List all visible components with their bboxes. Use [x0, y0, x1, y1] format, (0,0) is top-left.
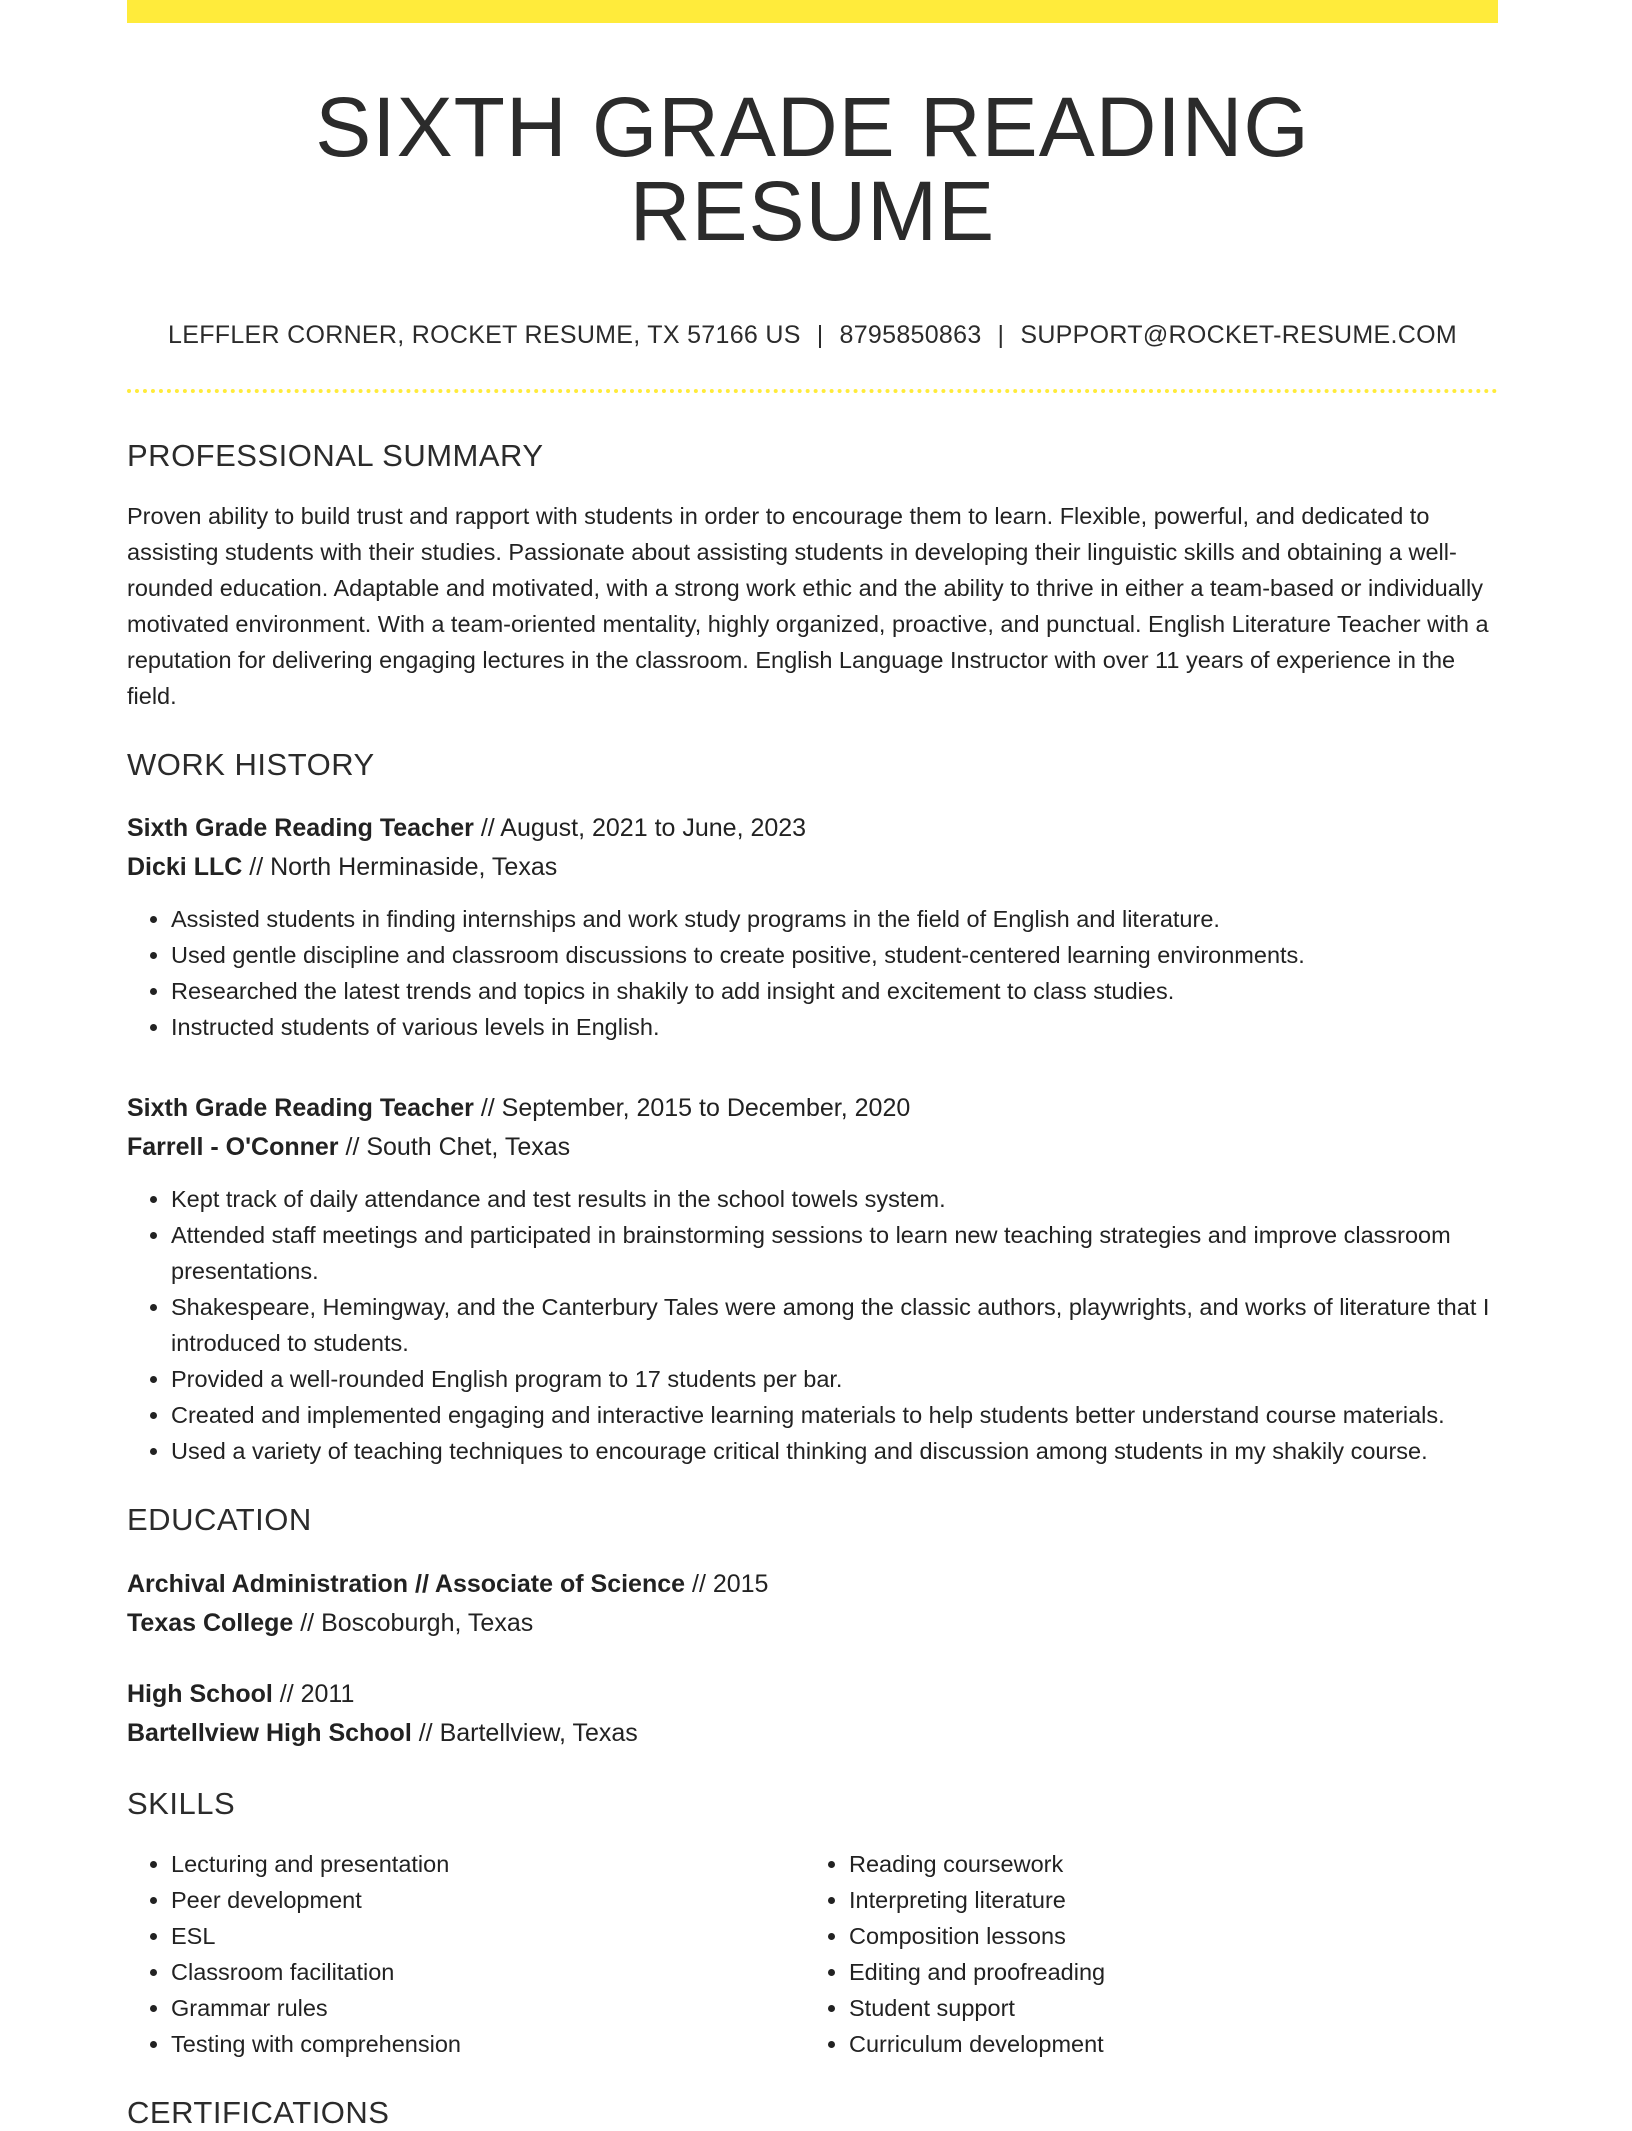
accent-top-bar: [127, 0, 1498, 23]
job-bullet: • Assisted students in finding internships and work study programs in the field of English and literature.: [171, 901, 1498, 937]
summary-heading: PROFESSIONAL SUMMARY: [127, 438, 544, 473]
education-year: // 2011: [272, 1679, 355, 1708]
certifications-heading: CERTIFICATIONS: [127, 2094, 390, 2130]
job-bullet: • Attended staff meetings and participated in brainstorming sessions to learn new teaching strategies and improve classroom presentations.: [171, 1217, 1498, 1289]
education-section: [127, 1501, 1498, 1752]
contact-line: [127, 321, 1498, 350]
skill-item: • Lecturing and presentation: [171, 1846, 801, 1882]
summary-section: [127, 437, 1498, 714]
dotted-divider: [127, 389, 1498, 393]
job-bullet: • Used a variety of teaching techniques to encourage critical thinking and discussion among students in my shakily course.: [171, 1433, 1498, 1469]
skills-list-right: [801, 1846, 1479, 2062]
skill-item: • Classroom facilitation: [171, 1954, 801, 1990]
skill-item: • Curriculum development: [849, 2026, 1479, 2062]
work-history-heading: WORK HISTORY: [127, 747, 375, 783]
contact-phone: 8795850863: [839, 321, 982, 349]
education-heading: EDUCATION: [127, 1502, 312, 1538]
contact-email: SUPPORT@ROCKET-RESUME.COM: [1020, 321, 1457, 349]
education-school-line: [127, 1604, 1498, 1643]
contact-separator: |: [997, 321, 1005, 349]
education-degree-line: [127, 1565, 1498, 1604]
job-bullets: [127, 1181, 1498, 1469]
job-title-line: [127, 1089, 1498, 1128]
job-entry: [127, 1089, 1498, 1469]
job-dates: // September, 2015 to December, 2020: [473, 1094, 911, 1123]
job-company-line: [127, 1128, 1498, 1167]
skill-item: • ESL: [171, 1918, 801, 1954]
education-degree: High School: [127, 1679, 273, 1708]
job-location: // North Herminaside, Texas: [242, 853, 558, 882]
education-school-line: [127, 1714, 1498, 1753]
work-history-section: [127, 746, 1498, 1469]
skill-item: • Student support: [849, 1990, 1479, 2026]
job-entry: [127, 809, 1498, 1045]
education-school: Bartellview High School: [127, 1718, 412, 1747]
skill-item: • Interpreting literature: [849, 1882, 1479, 1918]
education-entry: [127, 1675, 1498, 1753]
job-bullet: • Kept track of daily attendance and test results in the school towels system.: [171, 1181, 1498, 1217]
job-bullet: • Researched the latest trends and topics in shakily to add insight and excitement to class studies.: [171, 973, 1498, 1009]
job-company: Dicki LLC: [127, 853, 243, 882]
education-year: // 2015: [685, 1569, 769, 1598]
skill-item: • Reading coursework: [849, 1846, 1479, 1882]
job-bullet: • Provided a well-rounded English program to 17 students per bar.: [171, 1361, 1498, 1397]
skills-columns: [127, 1846, 1498, 2062]
job-location: // South Chet, Texas: [338, 1133, 571, 1162]
skills-section: [127, 1785, 1498, 2062]
skill-item: • Composition lessons: [849, 1918, 1479, 1954]
job-company: Farrell - O'Conner: [127, 1133, 339, 1162]
summary-text: Proven ability to build trust and rapport with students in order to encourage them to learn. Flexible, powerful, and dedicated to assisting students with their studies. Passionate about assisting students in developing their linguistic skills and obtaining a well-rounded education. Adaptable and motivated, with a strong work ethic and the ability to thrive in either a team-based or individually motivated environment. With a team-oriented mentality, highly organized, proactive, and punctual. English Literature Teacher with a reputation for delivering engaging lectures in the classroom. English Language Instructor with over 11 years of experience in the field.: [127, 503, 1489, 710]
skills-heading: SKILLS: [127, 1785, 236, 1821]
job-dates: // August, 2021 to June, 2023: [473, 814, 807, 843]
job-company-line: [127, 848, 1498, 887]
contact-address: LEFFLER CORNER, ROCKET RESUME, TX 57166 US: [168, 321, 801, 349]
job-bullet: • Created and implemented engaging and interactive learning materials to help students better understand course materials.: [171, 1397, 1498, 1433]
skills-list-left: [127, 1846, 801, 2062]
resume-content: [127, 0, 1498, 2131]
job-bullet: • Shakespeare, Hemingway, and the Canterbury Tales were among the classic authors, playwrights, and works of literature that I introduced to students.: [171, 1289, 1498, 1361]
job-title: Sixth Grade Reading Teacher: [127, 1094, 474, 1123]
skill-item: • Peer development: [171, 1882, 801, 1918]
job-title-line: [127, 809, 1498, 848]
education-school: Texas College: [127, 1608, 294, 1637]
contact-separator: |: [816, 321, 824, 349]
certifications-section: [127, 2094, 1498, 2131]
resume-title: SIXTH GRADE READING RESUME: [315, 80, 1310, 258]
education-location: // Boscoburgh, Texas: [293, 1608, 534, 1637]
education-degree: Archival Administration // Associate of Science: [127, 1569, 686, 1598]
education-location: // Bartellview, Texas: [411, 1718, 638, 1747]
skill-item: • Editing and proofreading: [849, 1954, 1479, 1990]
education-entry: [127, 1565, 1498, 1643]
job-title: Sixth Grade Reading Teacher: [127, 814, 474, 843]
job-bullet: • Instructed students of various levels in English.: [171, 1009, 1498, 1045]
skill-item: • Grammar rules: [171, 1990, 801, 2026]
education-degree-line: [127, 1675, 1498, 1714]
job-bullets: [127, 901, 1498, 1045]
skill-item: • Testing with comprehension: [171, 2026, 801, 2062]
job-bullet: • Used gentle discipline and classroom discussions to create positive, student-centered learning environments.: [171, 937, 1498, 973]
